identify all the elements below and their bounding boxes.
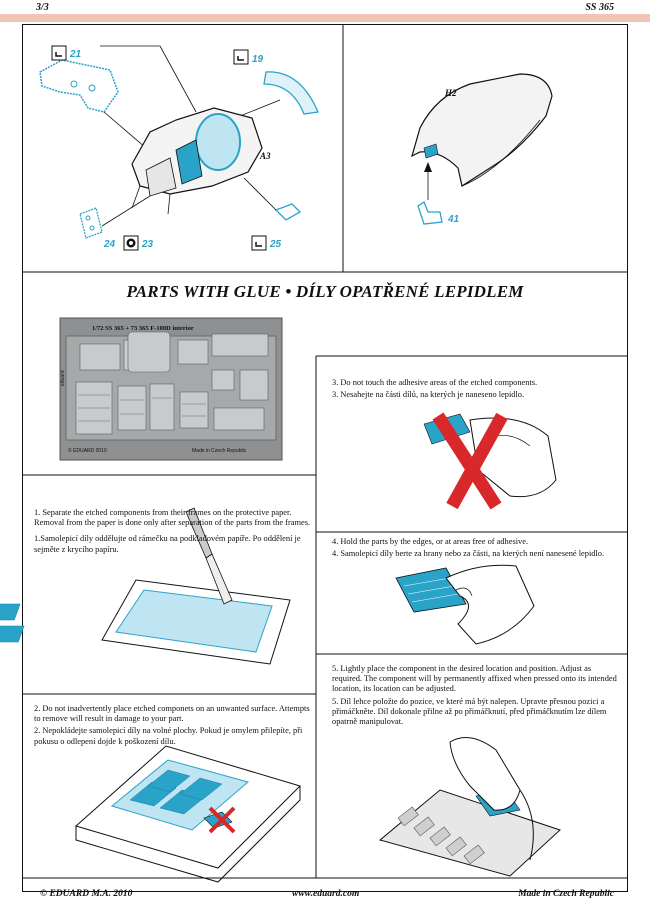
step-3-cz: 3. Nesahejte na části dílů, na kterých je naneseno lepidlo. (332, 390, 525, 400)
step2-illustration (76, 746, 300, 882)
step-2-cz: 2. Nepokládejte samolepicí díly na volné plochy. Pokud je omylem přilepíte, při pokusu o odlepení dojde k poškození dílu. (34, 726, 303, 746)
assembly-label-a3: A3 (260, 151, 271, 161)
part-label-24: 24 (104, 239, 116, 250)
fret-made: Made in Czech Republic (192, 448, 247, 454)
step-1-text (34, 508, 312, 555)
step5-illustration (380, 738, 560, 877)
part-label-23: 23 (142, 239, 154, 250)
fret-title: 1/72 SS 365 + 73 365 F-100D interior (92, 325, 194, 332)
step-4-text (332, 537, 622, 559)
step-4-en: 4. Hold the parts by the edges, or at areas free of adhesive. (332, 537, 529, 546)
step-2-text (34, 704, 312, 747)
fret-image (60, 318, 282, 460)
fret-brand: eduard (60, 370, 66, 386)
part-label-41: 41 (448, 214, 460, 225)
part-label-19: 19 (252, 54, 264, 65)
step-5-cz: 5. Díl lehce položte do pozice, ve které má být nalepen. Upravte přesnou pozici a přimáčkněte. Díl dokonale přilne až po přimáčknutí, před přimáčknutím lze dílem opatrně manipulovat. (332, 696, 607, 727)
fret-copyright: © EDUARD 2010 (68, 448, 107, 454)
footer-made-in: Made in Czech Republic (518, 889, 614, 899)
step-3-en: 3. Do not touch the adhesive areas of the etched components. (332, 378, 538, 387)
assembly-h2-drawing (412, 74, 552, 224)
step-1-cz: 1.Samolepicí díly oddělujte od rámečku na podkladovém papíře. Po oddělení je sejměte z krycího papíru. (34, 534, 301, 554)
step-2-en: 2. Do not inadvertently place etched componets on an unwanted surface. Attempts to remove will result in damage to your part. (34, 704, 310, 724)
step4-illustration (396, 565, 534, 644)
step-3-text (332, 378, 622, 400)
page-number: 3/3 (36, 2, 49, 13)
step-5-en: 5. Lightly place the component in the desired location and position. Adjust as required. The component will by permanently affixed when pressed onto its intended location, its location can be adjusted. (332, 664, 617, 694)
part-label-25: 25 (270, 239, 282, 250)
step-5-text (332, 664, 622, 727)
kit-code: SS 365 (585, 2, 614, 13)
step3-illustration (424, 414, 556, 506)
part-label-21: 21 (70, 49, 82, 60)
assembly-a3-drawing (40, 46, 318, 250)
footer-copyright: © EDUARD M.A. 2010 (40, 889, 133, 899)
assembly-label-h2: H2 (445, 88, 457, 98)
step-1-en: 1. Separate the etched components from their frames on the protective paper. Removal from the paper is done only after separation of the parts from the frames. (34, 508, 311, 528)
footer-website: www.eduard.com (292, 889, 360, 899)
section-title: PARTS WITH GLUE • DÍLY OPATŘENÉ LEPIDLEM (126, 282, 524, 301)
step-4-cz: 4. Samolepicí díly berte za hrany nebo za části, na kterých není nanesené lepidlo. (332, 549, 605, 559)
